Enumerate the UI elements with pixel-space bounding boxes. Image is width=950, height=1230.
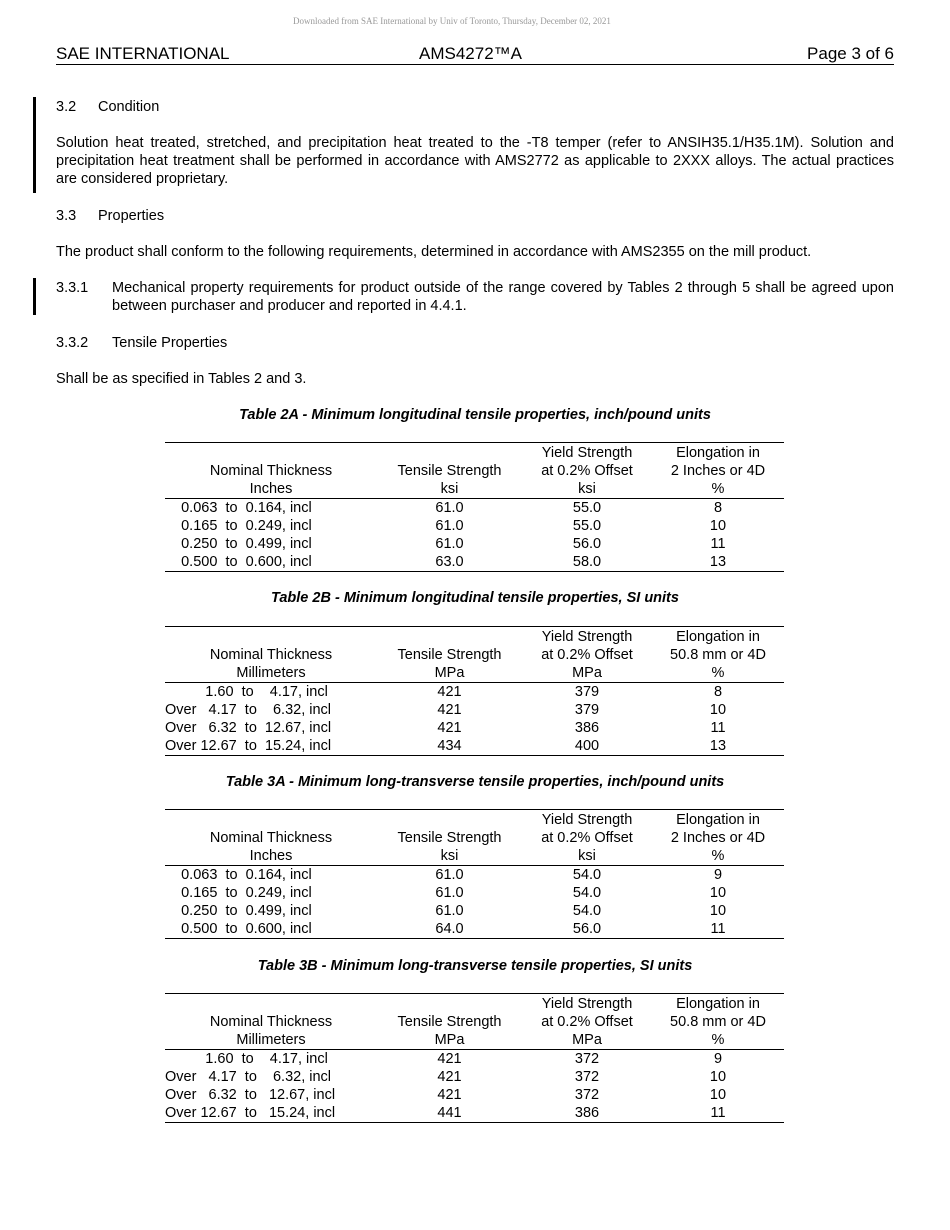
column-header-line: Elongation in [676, 629, 760, 645]
column-header [522, 810, 652, 866]
value-cell: 61.0 [435, 903, 464, 919]
column-header-line: MPa [572, 665, 602, 681]
table-row [165, 517, 784, 535]
section-title: Tensile Properties [112, 335, 228, 351]
value-cell: 54.0 [572, 903, 602, 919]
value-cell: 61.0 [435, 867, 464, 883]
value-cell: 8 [713, 684, 723, 700]
table-row [165, 499, 784, 518]
value-cell: 372 [574, 1051, 600, 1067]
column-header-line: 2 Inches or 4D [670, 830, 766, 846]
column-header-line: % [711, 665, 725, 681]
column-header-line: at 0.2% Offset [541, 830, 633, 846]
column-header-line: ksi [440, 481, 459, 497]
column-header-line: Elongation in [676, 812, 760, 828]
section-text: Mechanical property requirements for product outside of the range covered by Tables 2 through 5 shall be agreed upon between purchaser and producer and reported in 4.4.1. [112, 280, 894, 314]
column-header-line: Inches [249, 848, 293, 864]
column-header-line [377, 628, 522, 646]
value-cell: 421 [437, 1087, 462, 1103]
table-row [165, 553, 784, 572]
section-title: Condition [98, 99, 160, 115]
value-cell: 9 [713, 867, 723, 883]
thickness-cell: 0.500 to 0.600, incl [165, 553, 377, 572]
value-cell: 9 [713, 1051, 723, 1067]
value-cell: 372 [574, 1087, 600, 1103]
thickness-cell: Over 12.67 to 15.24, incl [165, 737, 377, 756]
value-cell: 11 [710, 536, 726, 552]
column-header-line: Tensile Strength [397, 1014, 502, 1030]
value-cell: 11 [710, 720, 726, 736]
thickness-cell: 0.165 to 0.249, incl [165, 518, 312, 534]
section-3-3-1 [56, 279, 894, 315]
value-cell: 61.0 [435, 536, 464, 552]
column-header-line [377, 811, 522, 829]
value-cell: 58.0 [522, 553, 652, 572]
value-cell: 61.0 [435, 885, 464, 901]
value-cell: 10 [709, 518, 727, 534]
thickness-cell: 0.250 to 0.499, incl [165, 903, 312, 919]
value-cell: 55.0 [572, 500, 602, 516]
column-header-line: Millimeters [236, 665, 306, 681]
column-header-line: MPa [572, 1032, 602, 1048]
column-header-line: Yield Strength [541, 996, 633, 1012]
column-header [165, 627, 377, 683]
value-cell: 11 [652, 920, 784, 939]
column-header-line [377, 444, 522, 462]
table-2a [165, 442, 784, 572]
column-header [377, 810, 522, 866]
value-cell: 11 [652, 1104, 784, 1123]
column-header-line: % [711, 1032, 725, 1048]
table-row [165, 535, 784, 553]
column-header-line: Yield Strength [541, 629, 633, 645]
value-cell: 10 [709, 903, 727, 919]
column-header-line: Yield Strength [541, 812, 633, 828]
section-3-3-2-text: Shall be as specified in Tables 2 and 3. [56, 371, 307, 387]
column-header-line: ksi [440, 848, 459, 864]
download-watermark: Downloaded from SAE International by Univ of Toronto, Thursday, December 02, 2021 [293, 16, 611, 26]
table-row [165, 683, 784, 702]
value-cell: 421 [437, 1069, 462, 1085]
table-caption: Table 3B - Minimum long-transverse tensile properties, SI units [257, 958, 693, 974]
column-header [165, 810, 377, 866]
column-header [377, 994, 522, 1050]
change-bar [33, 278, 36, 315]
change-bar [33, 97, 36, 193]
value-cell: 56.0 [522, 920, 652, 939]
column-header-line: at 0.2% Offset [541, 647, 633, 663]
column-header-line: Nominal Thickness [209, 647, 333, 663]
page-number: Page 3 of 6 [807, 44, 894, 63]
column-header-line: at 0.2% Offset [541, 1014, 633, 1030]
table-row [165, 1050, 784, 1069]
page-header [56, 44, 894, 65]
column-header-line: 50.8 mm or 4D [670, 647, 766, 663]
column-header [652, 443, 784, 499]
value-cell: 10 [709, 885, 727, 901]
value-cell: 386 [574, 720, 600, 736]
table-row [165, 902, 784, 920]
column-header-line: Inches [249, 481, 293, 497]
column-header [652, 994, 784, 1050]
value-cell: 13 [652, 553, 784, 572]
value-cell: 400 [522, 737, 652, 756]
column-header-line: Millimeters [236, 1032, 306, 1048]
value-cell: 386 [522, 1104, 652, 1123]
table-caption: Table 3A - Minimum long-transverse tensile properties, inch/pound units [225, 774, 725, 790]
thickness-cell: Over 12.67 to 15.24, incl [165, 1104, 377, 1123]
section-3-3-text: The product shall conform to the following requirements, determined in accordance with AMS2355 on the mill product. [56, 244, 812, 260]
column-header-line: MPa [434, 665, 465, 681]
section-title: Properties [98, 208, 165, 224]
column-header-line [165, 995, 377, 1013]
column-header-line: 2 Inches or 4D [670, 463, 766, 479]
column-header [377, 627, 522, 683]
value-cell: 421 [437, 1051, 462, 1067]
value-cell: 372 [574, 1069, 600, 1085]
value-cell: 379 [574, 684, 600, 700]
value-cell: 55.0 [572, 518, 602, 534]
thickness-cell: 1.60 to 4.17, incl [165, 684, 328, 700]
thickness-cell: Over 4.17 to 6.32, incl [165, 1069, 332, 1085]
column-header-line: ksi [578, 848, 596, 864]
column-header [522, 627, 652, 683]
column-header-line: Yield Strength [541, 445, 633, 461]
table-3b [165, 993, 784, 1123]
column-header [652, 627, 784, 683]
value-cell: 379 [574, 702, 600, 718]
thickness-cell: 1.60 to 4.17, incl [165, 1051, 328, 1067]
table-2b [165, 626, 784, 756]
thickness-cell: 0.500 to 0.600, incl [165, 920, 377, 939]
column-header-line: ksi [578, 481, 596, 497]
column-header-line: MPa [434, 1032, 465, 1048]
section-number: 3.2 [56, 99, 77, 115]
table-row [165, 1086, 784, 1104]
publisher-name: SAE INTERNATIONAL [56, 44, 230, 63]
column-header-line: at 0.2% Offset [541, 463, 633, 479]
document-number: AMS4272™A [419, 44, 522, 63]
column-header-line: Nominal Thickness [209, 463, 333, 479]
value-cell: 421 [437, 684, 462, 700]
value-cell: 421 [437, 702, 462, 718]
table-row [165, 866, 784, 885]
column-header [165, 443, 377, 499]
column-header [522, 994, 652, 1050]
table-3a [165, 809, 784, 939]
column-header [652, 810, 784, 866]
column-header-line: 50.8 mm or 4D [670, 1014, 766, 1030]
value-cell: 441 [377, 1104, 522, 1123]
column-header [377, 443, 522, 499]
value-cell: 64.0 [377, 920, 522, 939]
value-cell: 10 [709, 1087, 727, 1103]
value-cell: 10 [709, 1069, 727, 1085]
value-cell: 421 [437, 720, 462, 736]
value-cell: 56.0 [572, 536, 602, 552]
column-header-line: Elongation in [676, 445, 760, 461]
table-row [165, 884, 784, 902]
column-header-line [377, 995, 522, 1013]
column-header-line [165, 811, 377, 829]
thickness-cell: Over 6.32 to 12.67, incl [165, 720, 332, 736]
section-number: 3.3.1 [56, 280, 89, 296]
column-header-line [165, 444, 377, 462]
thickness-cell: 0.063 to 0.164, incl [165, 867, 312, 883]
column-header-line: % [711, 481, 725, 497]
table-caption: Table 2A - Minimum longitudinal tensile properties, inch/pound units [239, 407, 711, 423]
column-header-line [165, 628, 377, 646]
value-cell: 434 [377, 737, 522, 756]
value-cell: 10 [709, 702, 727, 718]
table-row [165, 737, 784, 756]
thickness-cell: Over 6.32 to 12.67, incl [165, 1087, 336, 1103]
value-cell: 61.0 [435, 518, 464, 534]
section-number: 3.3.2 [56, 335, 89, 351]
value-cell: 63.0 [377, 553, 522, 572]
table-caption: Table 2B - Minimum longitudinal tensile properties, SI units [271, 590, 679, 606]
value-cell: 8 [713, 500, 723, 516]
table-row [165, 1104, 784, 1123]
value-cell: 13 [652, 737, 784, 756]
thickness-cell: 0.250 to 0.499, incl [165, 536, 312, 552]
table-row [165, 920, 784, 939]
value-cell: 54.0 [572, 867, 602, 883]
column-header-line: Tensile Strength [397, 647, 502, 663]
thickness-cell: Over 4.17 to 6.32, incl [165, 702, 332, 718]
column-header-line: Tensile Strength [397, 463, 502, 479]
value-cell: 61.0 [435, 500, 464, 516]
table-row [165, 701, 784, 719]
table-row [165, 1068, 784, 1086]
column-header-line: Tensile Strength [397, 830, 502, 846]
section-number: 3.3 [56, 208, 77, 224]
column-header [165, 994, 377, 1050]
thickness-cell: 0.063 to 0.164, incl [165, 500, 312, 516]
thickness-cell: 0.165 to 0.249, incl [165, 885, 312, 901]
column-header-line: Nominal Thickness [209, 1014, 333, 1030]
column-header-line: Elongation in [676, 996, 760, 1012]
section-3-2-text: Solution heat treated, stretched, and precipitation heat treated to the -T8 temper (refer to ANSIH35.1/H35.1M). Solution and precipitation heat treatment shall be performed in accordance with AMS2772 as applicable to 2XXX alloys. The actual practices are considered proprietary. [56, 135, 894, 187]
column-header [522, 443, 652, 499]
column-header-line: % [711, 848, 725, 864]
table-row [165, 719, 784, 737]
value-cell: 54.0 [572, 885, 602, 901]
column-header-line: Nominal Thickness [209, 830, 333, 846]
